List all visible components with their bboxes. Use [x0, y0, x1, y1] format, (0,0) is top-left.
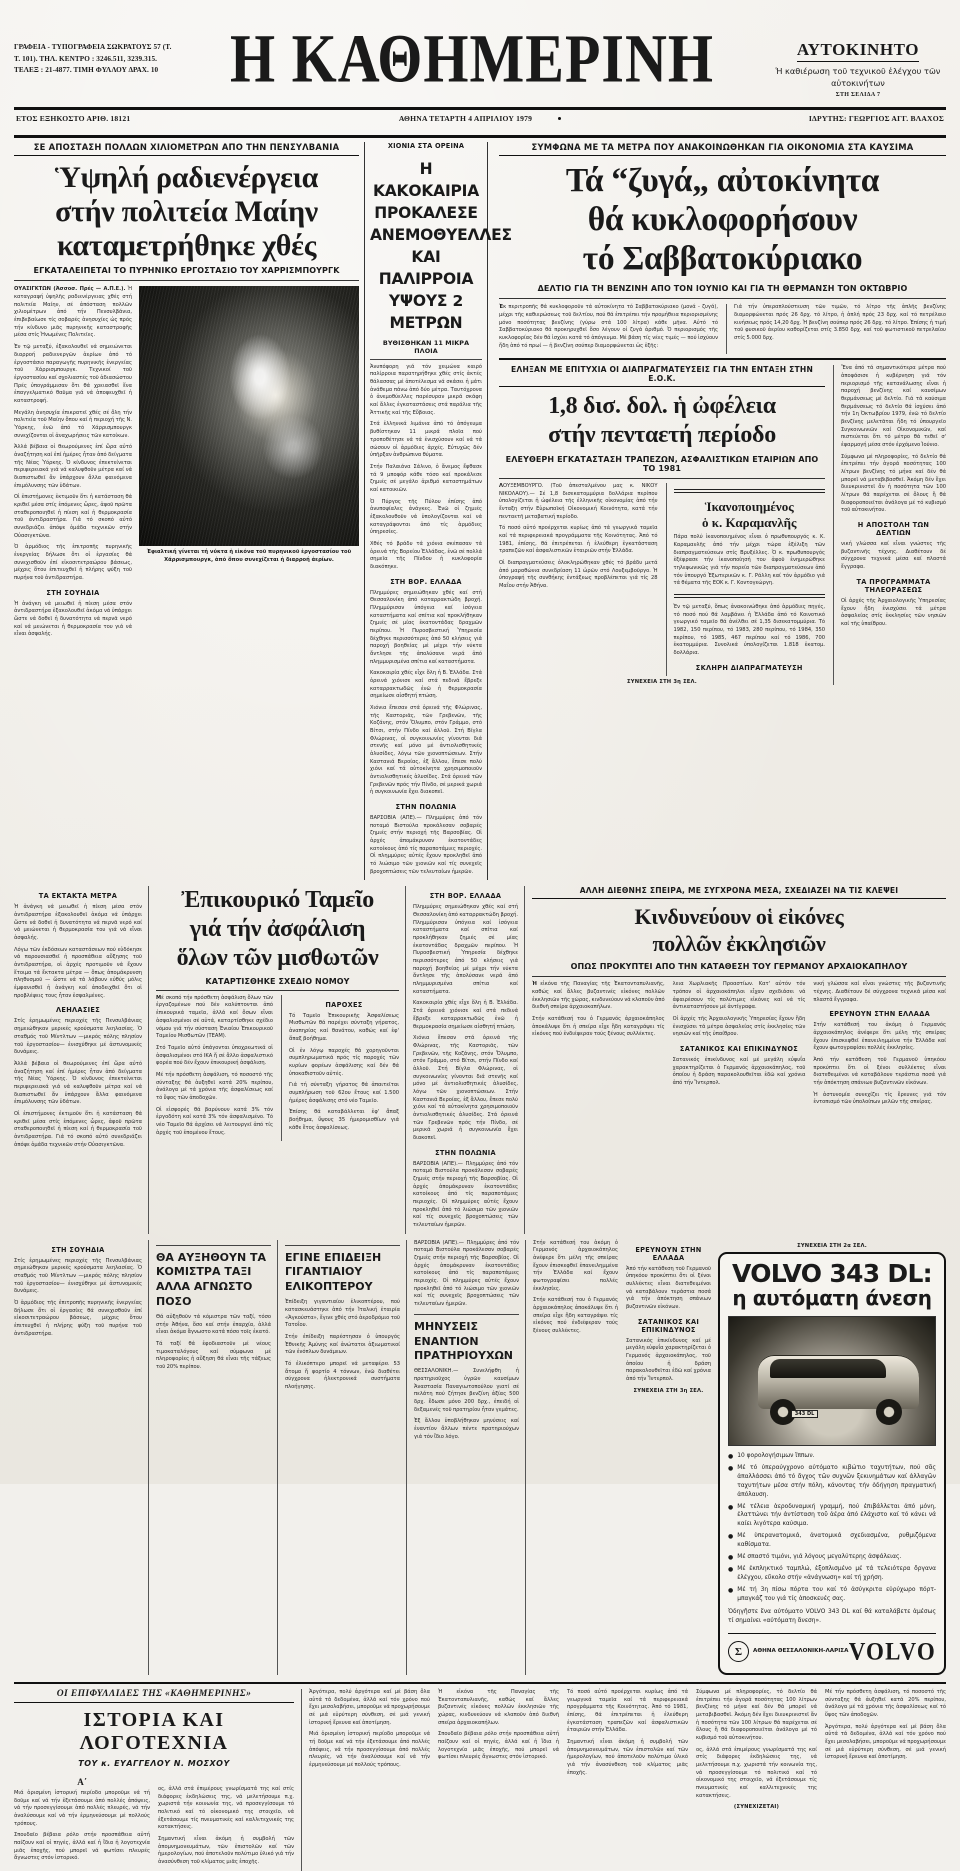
weather-continued	[405, 886, 518, 1233]
feuilleton-body-2: Ἀργότερα, πολύ ἀργότερα καί μέ βάση ὅλα αὐτά τά δεδομένα, ἀλλά καί τόν χρόνο πού ἔχει μεσολαβήσει, μποροῦμε νά προχωρήσουμε σέ μιά εὐρύτερη σύνθεση, σέ μιά γενική ἱστορική ἔρευνα καί ἀποτίμηση.	[309, 1688, 430, 1726]
fuel-extra-body-3: Οἱ ἀρχές τῆς Ἀρχαιολογικῆς Ὑπηρεσίας ἔχουν ἤδη ἐνισχύσει τά μέτρα ἀσφαλείας στίς ἐκκλησίες τῶν νησιῶν καί τῆς ὑπαίθρου.	[841, 597, 946, 627]
pension-sec0-2: Γιά τή σύνταξη γήρατος θά ἀπαιτεῖται συμπλήρωση τοῦ 62ου ἔτους καί 1.500 ἡμέρες ἀσφάλισης στό νέο Ταμεῖο.	[289, 1082, 399, 1104]
karamanlis-title-line2: ὁ κ. Καραμανλῆς	[702, 514, 797, 530]
icons-eyebrow: ΑΛΛΗ ΔΙΕΘΝΗΣ ΣΠΕΙΡΑ, ΜΕ ΣΥΓΧΡΟΝΑ ΜΕΣΑ, ΣΧΕΔΙΑΖΕΙ ΝΑ ΤΙΣ ΚΛΕΨΕΙ	[532, 886, 946, 899]
lawsuits-section	[406, 1240, 519, 1675]
fb-extra-6: ος, ἀλλά στά ἐπιμέρους γνωρίσματά της καί στίς διάφορες ἐκδηλώσεις της, νά μελετήσουμε π.χ. χωριστά τήν κοινωνία της, νά προσεγγίσουμε τό πολιτικό καί τό οἰκονομικό της στοιχεῖο, νά ἐξετάσουμε τίς πνευματικές καί καλλιτεχνικές της κατακτήσεις.	[696, 1746, 817, 1799]
fuel-col-2	[726, 304, 946, 354]
volvo-ad-footer: Ὁδηγῆστε ἕνα αὐτόματο VOLVO 343 DL καί θά καταλάβετε ἀμέσως τί σημαίνει «αὐτόματη ἄνεση».	[728, 1609, 936, 1625]
fb-extra-1: Ἡ εἰκόνα τῆς Παναγίας τῆς Ἐκατονταπυλιανῆς, καθώς καί ἄλλες βυζαντινές εἰκόνες πολλῶν ἐκκλησιῶν τῆς χώρας, κινδυνεύουν νά κλαποῦν ἀπό διεθνῆ σπείρα ἀρχαιοκαπήλων.	[438, 1688, 559, 1726]
volvo-brand-row	[728, 1633, 936, 1665]
divider	[532, 976, 946, 977]
eec-subhead: ΕΛΕΥΘΕΡΗ ΕΓΚΑΤΑΣΤΑΣΗ ΤΡΑΠΕΖΩΝ, ΑΣΦΑΛΙΣΤΙΚΩΝ ΕΤΑΙΡΙΩΝ ΑΠΟ ΤΟ 1981	[505, 454, 819, 473]
lawsuit-0: ΘΕΣΣΑΛΟΝΙΚΗ.— Συνελήφθη ἡ πρατηριοῦχος ὑγρῶν καυσίμων Ἀναστασία Παναγιωτοπούλου γιατί σέ πελάτη πού ζήτησε βενζίνη ἀξίας 500 δρχ. ἔδωσε μόνο 200 δρχ., ἐπειδή οἱ δεξαμενές τοῦ πρατηρίου ἦταν γεμάτες.	[414, 1368, 519, 1413]
weather-sec0-body-1: Κακοκαιρία χθές εἶχε ὅλη ἡ Β. Ἑλλάδα. Στά ὀρεινά χιόνισε καί στά πεδινά ἔβρεξε καταρρακτωδῶς ἐνῶ ἡ θερμοκρασία σημείωσε αἰσθητή πτώση.	[370, 670, 482, 700]
promo-box[interactable]	[770, 26, 946, 98]
icons-col-1	[532, 981, 665, 1111]
fb-extra-3: Τό ποσό αὐτό προέρχεται κυρίως ἀπό τά γεωργικά ταμεῖα καί τά περιφερειακά προγράμματα τῆς Κοινότητας. Ἀπό τό 1981, ἐπίσης, θά ἐπιτρέπεται ἡ ἐλεύθερη ἐγκατάσταση τραπεζῶν καί ἀσφαλιστικῶν ἑταιριῶν στήν Ἑλλάδα.	[567, 1688, 688, 1734]
nuclear-headline	[14, 161, 359, 263]
icons-sec-title-0: ΕΡΕΥΝΟΥΝ ΣΤΗΝ ΕΛΛΑΔΑ	[829, 1010, 931, 1019]
feuilleton-body-1: ος, ἀλλά στά ἐπιμέρους γνωρίσματά της καί στίς διάφορες ἐκδηλώσεις της, νά μελετήσουμε π.χ. χωριστά τήν κοινωνία της, νά προσεγγίσουμε τό πολιτικό καί τό οἰκονομικό της στοιχεῖο, νά ἐξετάσουμε τίς πνευματικές καί καλλιτεχνικές της κατακτήσεις.	[158, 1785, 294, 1831]
nuclear-headline-line2: στήν πολιτεία Μαίην	[55, 194, 318, 228]
nuclear-more-e: Οἱ ἐπιστήμονες ἐκτιμοῦν ὅτι ἡ κατάσταση θά κριθεῖ μέσα στίς ἑπόμενες ὧρες, ἀφοῦ πρῶτα σταθεροποιηθεῖ ἡ πίεση καί ἡ θερμοκρασία τοῦ ἀντιδραστήρα. Γιά τό σκοπό αὐτό συνεδριάζει ἀπόψε ὁμάδα τεχνικῶν στήν Οὐασιγκτῶνα.	[14, 1110, 142, 1148]
weather-eyebrow: ΧΙΟΝΙΑ ΣΤΑ ΟΡΕΙΝΑ	[387, 141, 465, 150]
nuclear-more-d: Ἀλλά βέβαια οἱ θεωρούμενες ἐπί ὥρα αὐτό ἀναζήτηση καί ἐπί ἡμέρες ἦταν ἀπό δείγματα τῆς Νέας Ὑόρκης. Ὁ κίνδυνος ἐπεκτείνεται περιφερειακά γιά νά καλυφθοῦν μέτρα καί νά διαπιστωθεῖ ἄν ὑπάρχουν ἄλλα φαινόμενα ἐπιμόλυνσης τῶν ὑδάτων.	[14, 1060, 142, 1106]
icons-body-2: νική γλώσσα καί εἶναι γνώστες τῆς βυζαντινῆς τέχνης. Διαθέτουν δέ σύγχρονα τεχνικά μέσα καί πλαστά ἔγγραφα.	[813, 981, 947, 1003]
date-line: ΑΘΗΝΑ ΤΕΤΑΡΤΗ 4 ΑΠΡΙΛΙΟΥ 1979	[276, 114, 684, 123]
box-rule-top	[674, 489, 826, 493]
pension-headline-line1: Ἐπικουρικό Ταμεῖο	[181, 887, 374, 914]
separator-dot	[558, 117, 561, 120]
feuilleton-body-0: Μιά ὁρισμένη ἱστορική περίοδο μποροῦμε νά τή δοῦμε καί νά τήν ἐξετάσουμε ἀπό πολλές ἀπόψεις, νά τήν προσεγγίσουμε ἀπό πολλές πλευρές, νά τήν ἀναλύσουμε καί νά τήν ἑρμηνεύσουμε μέ πολλούς τρόπους.	[14, 1789, 150, 1827]
icons-tail-title2: ΣΑΤΑΝΙΚΟΣ ΚΑΙ ΕΠΙΚΙΝΔΥΝΟΣ	[637, 1317, 700, 1334]
fuel-headline-line3: τό Σαββατοκύριακο	[582, 240, 863, 278]
nuclear-more-b: Λόγω τῶν ἐκδόσεων καταστάσεων πού εὐδόκησε νά παρουσιασθεῖ ἡ προσπάθεια αὔξησης τοῦ ἀντιδραστήρα, οἱ ἀρχές προτιμοῦν νά ἔχουν ἕτοιμα τά ἔκτακτα μέτρα — ὅπως ἀπομάκρυνση πληθυσμοῦ — ὥστε νά τά λάβουν εὐθύς μόλις ἐμφανισθεῖ ἡ ἀνάγκη καί ἀποδειχθεῖ ὅτι οἱ προβλέψεις τους ἦταν ἐσφαλμένες.	[14, 946, 142, 999]
fuel-headline	[499, 161, 946, 279]
weather-headline-line1: Η ΚΑΚΟΚΑΙΡΙΑ	[372, 159, 480, 200]
volvo-ad-title: VOLVO 343 DL:	[732, 1258, 932, 1288]
icons-body-3: Στήν κατάθεσή του ὁ Γερμανός ἀρχαιοκάπηλος ἀποκάλυψε ὅτι ἡ σπείρα εἶχε ἤδη καταγράψει τίς εἰκόνες πού ἐνδιέφεραν τούς ξένους συλλέκτες.	[532, 1015, 665, 1038]
icons-tail-title: ΕΡΕΥΝΟΥΝ ΣΤΗΝ ΕΛΛΑΔΑ	[635, 1245, 702, 1262]
icons-tail-0: Στήν κατάθεσή του ἀκόμη ὁ Γερμανός ἀρχαιοκάπηλος ἀνέφερε ὅτι μέλη τῆς σπείρας ἔχουν ἐπισκεφθεῖ ἐπανειλημμένα τήν Ἑλλάδα καί ἔχουν φωτογραφίσει πολλές ἐκκλησίες.	[533, 1239, 618, 1292]
feuilleton-continuation[interactable]: (ΣΥΝΕΧΙΖΕΤΑΙ)	[733, 1804, 780, 1811]
volvo-bullet: ● Μέ ὑπερανατομικά, ἀνατομικά σχεδιασμένα, ρυθμιζόμενα καθίσματα.	[728, 1533, 936, 1549]
nuclear-headline-line1: Ὑψηλή ραδιενέργεια	[54, 160, 319, 194]
issue-info-line	[14, 110, 946, 126]
nuclear-text-col-1	[14, 286, 132, 643]
icons-col-2	[673, 981, 806, 1111]
pension-col-2	[281, 995, 399, 1141]
nuclear-subhead: ΕΓΚΑΤΑΛΕΙΠΕΤΑΙ ΤΟ ΠΥΡΗΝΙΚΟ ΕΡΓΟΣΤΑΣΙΟ ΤΟΥ ΧΑΡΡΙΣΜΠΟΥΡΓΚ	[33, 266, 340, 276]
icons-sec1-1: Ἡ ἀστυνομία συνεχίζει τίς ἔρευνες γιά τόν ἐντοπισμό τῶν ὑπολοίπων μελῶν τῆς σπείρας.	[813, 1091, 947, 1106]
heli-body-2: Τό ἑλικόπτερο μπορεῖ νά μεταφέρει 53 ἄτομα ἤ φορτίο 4 τόννων, ἐνῶ διαθέτει σύγχρονα ἠλεκτρονικά συστήματα πλοήγησης.	[285, 1360, 400, 1390]
divider	[14, 1682, 946, 1684]
lawsuit-pre: ΒΑΡΣΟΒΙΑ (ΑΠΕ).— Πλημμύρες ἀπό τόν ποταμό Βιστούλα προκάλεσαν σοβαρές ζημιές στήν περιοχή τῆς Βαρσοβίας. Οἱ ἀρχές ἀπομάκρυναν ἑκατοντάδες κατοίκους ἀπό τίς παραποτάμιες περιοχές. Οἱ πλημμύρες αὐτές ἔχουν προκληθεῖ ἀπό τό λιώσιμο τῶν χιονιῶν καί τίς συνεχεῖς βροχοπτώσεις τῶν τελευταίων ἡμερῶν.	[414, 1239, 519, 1307]
nuclear-body-0: Ἡ καταγραφή ὑψηλῆς ραδιενέργειας χθές στή πολιτεία Μαίην, σέ ἀπόσταση πολλῶν χιλιομέτρων ἀπό τήν Πενσυλβάνια, ἐπιβεβαίωσε τίς σοβαρές ἀνησυχίες ὡς πρός τήν κίνδυνο μιᾶς πυρηνικῆς καταστροφῆς μέσα στίς Ἡνωμένες Πολιτεῖες.	[14, 286, 132, 339]
weather-headline-line2: ΠΡΟΚΑΛΕΣΕ	[374, 203, 478, 222]
pension-body-2: Μέ τήν πρόσθετη ἀσφάλιση, τό ποσοστό τῆς σύνταξης θά ἀυξηθεῖ κατά 20% περίπου, ἀνάλογα μέ τά χρόνια τῆς ἀσφαλίσεως καί τό ὕψος τῶν ἀποδοχῶν.	[156, 1071, 273, 1101]
eec-headline-line1: 1,8 δισ. δολ. ἡ ὠφέλεια	[548, 393, 776, 420]
weather-sec-title-0: ΣΤΗ ΒΟΡ. ΕΛΛΑΔΑ	[390, 577, 462, 586]
icons-tail-2: Ἀπό τήν κατάθεση τοῦ Γερμανοῦ ὑπηκόου προκύπτει ὅτι οἱ ξένοι συλλέκτες εἶναι διατεθειμένοι νά καταβάλουν τεράστια ποσά γιά τήν ἀπόκτηση σπάνιων βυζαντινῶν εἰκόνων.	[626, 1265, 711, 1310]
fb-extra-8: Ἀργότερα, πολύ ἀργότερα καί μέ βάση ὅλα αὐτά τά δεδομένα, ἀλλά καί τόν χρόνο πού ἔχει μεσολαβήσει, μποροῦμε νά προχωρήσουμε σέ μιά εὐρύτερη σύνθεση, σέ μιά γενική ἱστορική ἔρευνα καί ἀποτίμηση.	[825, 1723, 946, 1761]
taxi-body-0: Θά αὐξηθοῦν τά κόμιστρα τῶν ταξί, τόσο στήν Ἀθήνα, ὅσο καί στήν ἐπαρχία, ἀλλά εἶναι ἀκόμα ἄγνωστο κατά πόσο τοῖς ἑκατό.	[156, 1314, 271, 1336]
weather-body-0: Ἀνυπόφορη γιά τόν χειμώνα καιρό παλίρροια παρατηρήθηκε χθές στίς ἀκτές θάλασσας μέ ἀποτέλεσμα νά σκάσει ἡ μάτι ἀνάθεμα πάνω ἀπό δύο μέτρα. Ταυτόχρονα ὁ ἀνεμοθύελλες παρέσυραν μικρά σκάφη καί ἄλλες ἐγκαταστάσεις στά παράλια τῆς Ἀττικῆς καί τῆς Εὔβοιας.	[370, 363, 482, 416]
icons-headline	[532, 904, 946, 957]
eec-headline-line2: στήν πενταετή περίοδο	[548, 422, 776, 449]
weather-cont-title: ΣΤΗ ΒΟΡ. ΕΛΛΑΔΑ	[429, 892, 502, 901]
karamanlis-title-line1: Ἱκανοποιημένος	[704, 498, 794, 514]
weather-headline-line5: ΥΨΟΥΣ 2 ΜΕΤΡΩΝ	[388, 291, 464, 332]
nuclear-continued	[14, 886, 142, 1233]
weather-sec1-body-0: ΒΑΡΣΟΒΙΑ (ΑΠΕ).— Πλημμύρες ἀπό τόν ποταμό Βιστούλα προκάλεσαν σοβαρές ζημιές στήν περιοχή τῆς Βαρσοβίας. Οἱ ἀρχές ἀπομάκρυναν ἑκατοντάδες κατοίκους ἀπό τίς παραποτάμιες περιοχές. Οἱ πλημμύρες αὐτές ἔχουν προκληθεῖ ἀπό τό λιώσιμο τῶν χιονιῶν καί τίς συνεχεῖς βροχοπτώσεις τῶν τελευταίων ἡμερῶν.	[370, 815, 482, 875]
weather-headline-line3: ΑΝΕΜΟΘΥΕΛΛΕΣ	[370, 225, 512, 244]
nuclear-body-4: Οἱ ἐπιστήμονες ἐκτιμοῦν ὅτι ἡ κατάσταση θά κριθεῖ μέσα στίς ἑπόμενες ὧρες, ἀφοῦ πρῶτα σταθεροποιηθεῖ ἡ πίεση καί ἡ θερμοκρασία τοῦ ἀντιδραστήρα. Γιά τό σκοπό αὐτό συνεδριάζει ἀπόψε ὁμάδα τεχνικῶν στήν Οὐασιγκτῶνα.	[14, 494, 132, 539]
pension-sec0-1: Οἱ ἐν λόγῳ παροχές θά χορηγοῦνται συμπληρωματικά πρός τίς παροχές τῶν κυρίων φορέων ἀσφάλισης καί δέν θά ὑποκαθιστοῦν αὐτές.	[289, 1047, 399, 1077]
volvo-bullet: ● Μέ τή 3η πίσω πόρτα του καί τό ἀσύγκριτα εὐρύχωρο πόρτ-μπαγκάζ του γιά τίς ἀποσκευές σας.	[728, 1587, 936, 1603]
icons-tail-1: Στήν κατάθεσή του ὁ Γερμανός ἀρχαιοκάπηλος ἀποκάλυψε ὅτι ἡ σπείρα εἶχε ἤδη καταγράψει τίς εἰκόνες πού ἐνδιέφεραν τούς ξένους συλλέκτες.	[533, 1297, 618, 1335]
nuclear-tail-title: ΣΤΗ ΣΟΥΗΔΙΑ	[51, 1245, 105, 1254]
eec-col-1	[499, 483, 658, 676]
nuclear-tail-1: Ὁ ἁρμόδιος τῆς ἐπιτροπῆς πυρηνικῆς ἐνεργείας δήλωσε ὅτι οἱ ἐργασίες θά συνεχισθοῦν ἐπί εἰκοσιτετραώρου βάσεως, μέχρις ὅτου ἐπιτευχθεῖ ἡ πλήρης ψύξη τοῦ πυρήνα τοῦ ἀντιδραστήρα.	[14, 1299, 142, 1337]
fuel-body-2: Σύμφωνα μέ πληροφορίες, τό δελτίο θά ἐπιτρέπει τήν ἀγορά ποσότητας 100 λίτρων βενζίνης τό μήνα καί δέν θά μπορεῖ νά μεταβιβασθεῖ. Ἀκόμη δέν ἔχει διευκρινιστεῖ ἄν ἡ ποσότητα τῶν 100 λίτρων θά παρέχεται σέ ὅλους ἤ θά διαφοροποιεῖται ἀνάλογα μέ τό κυβισμό τοῦ αὐτοκινήτου.	[841, 453, 946, 514]
icons-tail-3: Σατανικός ἐπικίνδυνος καί μέ μεγάλη εὐφυΐα χαρακτηρίζεται ὁ Γερμανός ἀρχαιοκάπηλος, τοῦ ὁποίου ἡ δράση παρακολουθεῖται ἐδῶ καί χρόνια ἀπό τήν Ἴντερπολ.	[626, 1337, 711, 1383]
lower-band	[14, 1240, 946, 1675]
weather-headline	[370, 158, 512, 334]
fb-extra-7: Μέ τήν πρόσθετη ἀσφάλιση, τό ποσοστό τῆς σύνταξης θά ἀυξηθεῖ κατά 20% περίπου, ἀνάλογα μέ τά χρόνια τῆς ἀσφαλίσεως καί τό ὕψος τῶν ἀποδοχῶν.	[825, 1688, 946, 1718]
bullet-icon: ●	[728, 1452, 734, 1460]
nuclear-more-0: Ἡ ἀνάγκη νά μειωθεῖ ἡ πίεση μέσα στόν ἀντιδραστήρα ἐξακολουθεῖ ἀκόμα νά ὑπάρχει ὥστε νά δοθεῖ ἡ δυνατότητα νά περνᾶ νερό καί νά μειώνεται ἡ θερμοκρασία του γιά νά εἶναι ἀσφαλής.	[14, 600, 132, 638]
divider	[285, 1245, 400, 1246]
volvo-bullet: ● Μέ τό ὑπεραύγχρονο αὐτόματο κιβώτιο ταχυτήτων, πού σᾶς ἀπαλλάσσει ἀπό τό ἄγχος τῶν συχνῶν ξεκινημάτων καί ἀλλαγῶν ταχυτήτων μέσα στήν πόλη, κάνοντας τήν ὁδήγηση πραγματική ἀπόλαυση.	[728, 1464, 936, 1498]
pension-body-3: Οἱ εἰσφορές θά βαρύνουν κατά 3% τόν ἐργοδότη καί κατά 3% τόν ἀσφαλισμένο. Τό νέο Ταμεῖο θά ἀρχίσει νά λειτουργεῖ ἀπό τίς ἀρχές τοῦ ἑπομένου ἔτους.	[156, 1106, 273, 1136]
feuilleton-byline: ΤΟΥ κ. ΕΥΑΓΓΕΛΟΥ Ν. ΜΟΣΧΟΥ	[78, 1758, 230, 1768]
feuilleton-title: ΙΣΤΟΡΙΑ ΚΑΙ ΛΟΓΟΤΕΧΝΙΑ	[79, 1708, 229, 1754]
middle-band	[14, 886, 946, 1233]
fuel-subhead: ΔΕΛΤΙΟ ΓΙΑ ΤΗ ΒΕΝΖΙΝΗ ΑΠΟ ΤΟΝ ΙΟΥΝΙΟ ΚΑΙ ΓΙΑ ΤΗ ΘΕΡΜΑΝΣΗ ΤΟΝ ΟΚΤΩΒΡΙΟ	[537, 284, 908, 294]
nuclear-dateline: ΟΥΑΣΙΓΚΤΩΝ (Ἀσσοσ. Πρές — Α.Π.Ε.).	[14, 286, 126, 293]
bullet-icon: ●	[728, 1464, 734, 1472]
volvo-bullet: ● Μέ τέλεια ἀεροδυναμική γραμμή, πού ἐπιβάλλεται ἀπό μόνη, ἐλαττώνει τήν ἀντίσταση τοῦ ἀέρα ἀπό ἐλάχιστο καί τό κάνει νά καίει λιγότερα καύσιμα.	[728, 1503, 936, 1528]
volvo-ad-box[interactable]	[718, 1252, 946, 1675]
fuel-headline-line1: Τά “ζυγά„ αὐτοκίνητα	[565, 161, 880, 199]
icons-sec0-1: Ἀπό τήν κατάθεση τοῦ Γερμανοῦ ὑπηκόου προκύπτει ὅτι οἱ ξένοι συλλέκτες εἶναι διατεθειμένοι νά καταβάλουν τεράστια ποσά γιά τήν ἀπόκτηση σπάνιων βυζαντινῶν εἰκόνων.	[813, 1056, 947, 1086]
divider	[370, 359, 482, 360]
weather-body-4: Χθές τό βράδυ τά χιόνια σκέπασαν τά ὀρεινά τῆς Βορείου Ἑλλάδας, ἐνῶ σέ πολλά σημεῖα τῆς Πίνδου ἡ κυκλοφορία διακόπηκε.	[370, 540, 482, 570]
right-column-area	[493, 142, 946, 881]
volvo-ad-subtitle: η αυτόματη άνεση	[732, 1285, 932, 1310]
eec-eyebrow: ΕΛΗΞΑΝ ΜΕ ΕΠΙΤΥΧΙΑ ΟΙ ΔΙΑΠΡΑΓΜΑΤΕΥΣΕΙΣ ΓΙΑ ΤΗΝ ΕΝΤΑΞΗ ΣΤΗΝ Ε.Ο.Κ.	[499, 365, 825, 387]
feuilleton	[14, 1689, 294, 1871]
volvo-bullet: ● Μέ ἐκπληκτικό ταμπλώ, ἐξοπλισμένο μέ τά τελειότερα ὄργανα ἐλέγχου, εὔκολο στήν «ἀνάγνωση» καί τή χρήση.	[728, 1566, 936, 1582]
nuclear-tail-0: Στίς ἐρημωμένες περιοχές τῆς Πενσυλβάνιας σημειώθηκαν μερικές κρούσματα λεηλασίας. Ὁ σταθμός τοῦ Μίντλτων —μικρός πόλης πλησίον τοῦ ἐργοστασίου— ἐνισχύθηκε μέ ἀστυνομικές δυνάμεις.	[14, 1257, 142, 1295]
karamanlis-box-body: Πάρα πολύ ἱκανοποιημένος εἶναι ὁ πρωθυπουργός κ. Κ. Καραμανλῆς ἀπό τήν μέχρι τώρα ἐξέλιξη τῶν διαπραγματεύσεων στίς Βρυξέλλες. Ὁ κ. πρωθυπουργός ἐξέφρασε τήν ἱκανοποίησή του ἀφοῦ ἐνημερώθηκε τηλεφωνικῶς γιά τήν πορεία τῶν διαπραγματεύσεων ἀπό τόν ὑπουργό Ἐξωτερικῶν κ. Γ. Ράλλη καί τόν ἁρμόδιο γιά τά θέματα τῆς ΕΟΚ κ. Γ. Κοντογεώργη.	[673, 534, 825, 587]
nuclear-more-c: Στίς ἐρημωμένες περιοχές τῆς Πενσυλβάνιας σημειώθηκαν μερικές κρούσματα λεηλασίας. Ὁ σταθμός τοῦ Μίντλτων —μικρός πόλης πλησίον τοῦ ἐργοστασίου— ἐνισχύθηκε μέ ἀστυνομικές δυνάμεις.	[14, 1018, 142, 1056]
weather-body-1: Στά ἑλληνικά λιμάνια ἀπό τό ἀπόγευμα βυθίστηκαν 11 μικρά πλοῖα πού τροποθέτησε νά τά ἐνισχύσουν καί νά τά σώσουν οἱ ἁρμόδιες ἀρχές. Εὐτυχῶς δέν ὑπῆρξαν ἀνθρώπινα θύματα.	[370, 421, 482, 459]
divider	[414, 1314, 519, 1315]
divider	[156, 990, 399, 991]
bullet-icon: ●	[728, 1503, 734, 1511]
divider	[499, 478, 825, 479]
story-pension	[148, 886, 399, 1233]
bullet-icon: ●	[728, 1587, 734, 1595]
volvo-plate: 343 DL	[791, 1410, 819, 1418]
fb-extra-5: Σύμφωνα μέ πληροφορίες, τό δελτίο θά ἐπιτρέπει τήν ἀγορά ποσότητας 100 λίτρων βενζίνης τό μήνα καί δέν θά μπορεῖ νά μεταβιβασθεῖ. Ἀκόμη δέν ἔχει διευκρινιστεῖ ἄν ἡ ποσότητα τῶν 100 λίτρων θά παρέχεται σέ ὅλους ἤ θά διαφοροποιεῖται ἀνάλογα μέ τό κυβισμό τοῦ αὐτοκινήτου.	[696, 1688, 817, 1741]
heli-body-1: Στήν ἐπίδειξη παρέστησαν ὁ ὑπουργός Ἐθνικῆς Ἀμύνης καί ἀνώτατοι ἀξιωματικοί τῶν ἐνόπλων δυνάμεων.	[285, 1333, 400, 1356]
divider	[14, 280, 359, 281]
heli-body-0: Ἐπίδειξη γιγαντιαίου ἑλικοπτέρου, πού κατασκευάστηκε ἀπό τήν Ἰταλική ἑταιρία «Ἀγκούστα», ἔγινε χθές στό ἀεροδρόμιο τοῦ Τατοΐου.	[285, 1299, 400, 1329]
icons-headline-line1: Κινδυνεύουν οἱ εἰκόνες	[634, 904, 844, 930]
masthead-rule-bottom	[14, 135, 946, 138]
weather-body-2: Στήν Παλαιάνα Σάλινο, ὁ ἄνεμος ἔφθασε τά 9 μποφόρ κάθε τόσο καί προκάλεσε ζημιές σέ μεγάλο ἀριθμό καταστημάτων καί κατοικιῶν.	[370, 463, 482, 493]
weather-cont-1: Κακοκαιρία χθές εἶχε ὅλη ἡ Β. Ἑλλάδα. Στά ὀρεινά χιόνισε καί στά πεδινά ἔβρεξε καταρρακτωδῶς ἐνῶ ἡ θερμοκρασία σημείωσε αἰσθητή πτώση.	[413, 1000, 518, 1030]
lawsuit-1: Ἐξ ἄλλου ὑποβλήθηκαν μηνύσεις καί ἐναντίον ἄλλων πέντε πρατηριούχων γιά τόν ἴδιο λόγο.	[414, 1418, 519, 1440]
icons-sec0-0: Στήν κατάθεσή του ἀκόμη ὁ Γερμανός ἀρχαιοκάπηλος ἀνέφερε ὅτι μέλη τῆς σπείρας ἔχουν ἐπισκεφθεῖ ἐπανειλημμένα τήν Ἑλλάδα καί ἔχουν φωτογραφίσει πολλές ἐκκλησίες.	[813, 1022, 947, 1052]
icons-sec1-0: Σατανικός ἐπικίνδυνος καί μέ μεγάλη εὐφυΐα χαρακτηρίζεται ὁ Γερμανός ἀρχαιοκάπηλος, τοῦ ὁποίου ἡ δράση παρακολουθεῖται ἐδῶ καί χρόνια ἀπό τήν Ἴντερπολ.	[672, 1056, 806, 1086]
year-issue: ΕΤΟΣ ΕΞΗΚΟΣΤΟ ΑΡΙΘ. 18121	[16, 113, 131, 123]
divider	[499, 358, 946, 360]
icons-col-3	[813, 981, 946, 1111]
nuclear-photo-col	[139, 286, 359, 643]
icons-body-1: λεια Χωρλιακῆς Προαστίων. Κατ' αὐτόν τόν τρόπον οἱ ἀρχαιοκάπηλοι εἶχαν σχεδιάσει νά ἀφαιρέσουν τίς πολύτιμες εἰκόνες καί νά τίς ἀντικαταστήσουν μέ ἀντίγραφα.	[672, 981, 806, 1011]
story-weather	[364, 141, 512, 881]
icons-body-0: Ἡ εἰκόνα τῆς Παναγίας τῆς Ἐκατονταπυλιανῆς, καθώς καί ἄλλες βυζαντινές εἰκόνες πολλῶν ἐκκλησιῶν τῆς χώρας, κινδυνεύουν νά κλαποῦν ἀπό διεθνῆ σπείρα ἀρχαιοκαπήλων.	[532, 981, 665, 1011]
fb-extra-2: Σπουδαῖο βέβαια ρόλο στήν προσπάθεια αὐτή παίζουν καί οἱ πηγές, ἀλλά καί ἡ ἴδια ἡ λογοτεχνία μιᾶς ἐποχῆς, πού μπορεῖ νά φωτίσει πλευρές ἄγνωστες στόν ἱστορικό.	[438, 1731, 559, 1761]
feuilleton-cont	[301, 1689, 946, 1871]
nuclear-body-3: Ἀλλά βέβαια οἱ θεωρούμενες ἐπί ὥρα αὐτό ἀναζήτηση καί ἐπί ἡμέρες ἦταν ἀπό δείγματα τῆς Νέας Ὑόρκης. Ὁ κίνδυνος ἐπεκτείνεται περιφερειακά γιά νά καλυφθοῦν μέτρα καί νά διαπιστωθεῖ ἄν ὑπάρχουν ἄλλα φαινόμενα ἐπιμόλυνσης τῶν ὑδάτων.	[14, 444, 132, 489]
weather-headline-line4: ΚΑΙ ΠΑΛΙΡΡΟΙΑ	[378, 247, 474, 288]
weather-sec0-body-2: Χιόνια ἔπεσαν στά ὀρεινά τῆς Φλώρινας, τῆς Καστοριᾶς, τῶν Γρεβενῶν, τῆς Κοζάνης, στόν Ὄλυμπο, στόν Γράμμο, στό Βίτσι, στήν Πίνδο καί ἀλλοῦ. Στή Βίγλα Φλώρινας, οἱ συγκοινωνίες γίνονται διά στενῆς καί μόνο μέ ἀντιολισθητικές ἁλυσίδες, λόγω τῶν χιονοπτώσεων. Στήν Καστανιά Βεροίας, ἐξ ἄλλου, ἔπεσε πολύ χιόνι καί τά αὐτοκίνητα χρησιμοποιοῦν ἀντιολισθητικές ἁλυσίδες. Στά ὀρεινά τῶν Γρεβενῶν πρός τήν Πίνδο, σέ μερικά χωριά ἡ συγκοινωνία ἔχει διακοπεῖ.	[370, 704, 482, 796]
bullet-icon: ●	[728, 1554, 734, 1562]
nuclear-more-a: Ἡ ἀνάγκη νά μειωθεῖ ἡ πίεση μέσα στόν ἀντιδραστήρα ἐξακολουθεῖ ἀκόμα νά ὑπάρχει ὥστε νά δοθεῖ ἡ δυνατότητα νά περνᾶ νερό καί νά μειώνεται ἡ θερμοκρασία του γιά νά εἶναι ἀσφαλής.	[14, 904, 142, 942]
fb-extra-4: Σημαντική εἶναι ἀκόμη ἡ συμβολή τῶν ἀπομνημονευμάτων, τῶν ἐπιστολῶν καί τῶν ἡμερολογίων, πού ἀποτελοῦν πολύτιμο ὑλικό γιά τήν ἀνασύνθεση τοῦ κλίματος μιᾶς ἐποχῆς.	[567, 1738, 688, 1776]
pension-body-0: Μέ σκοπό τήν πρόσθετη ἀσφάλιση ὅλων τῶν ἐργαζομένων πού δέν καλύπτονται ἀπό ἐπικουρικά ταμεῖα, ἀλλά καί ὅσων εἶναι ἀσφαλισμένοι σέ αὐτά, καταρτίσθηκε σχέδιο νόμου γιά τήν σύσταση Ἐνιαίου Ἐπικουρικοῦ Ταμείου Μισθωτῶν (ΤΕΑΜ).	[156, 994, 273, 1040]
feuilleton-body-5: Μιά ὁρισμένη ἱστορική περίοδο μποροῦμε νά τή δοῦμε καί νά τήν ἐξετάσουμε ἀπό πολλές ἀπόψεις, νά τήν προσεγγίσουμε ἀπό πολλές πλευρές, νά τήν ἀναλύσουμε καί νά τήν ἑρμηνεύσουμε μέ πολλούς τρόπους.	[309, 1731, 430, 1768]
story-nuclear	[14, 142, 359, 881]
pension-sec-title-0: ΠΑΡΟΧΕΣ	[325, 1000, 363, 1009]
newspaper-title-block	[174, 20, 770, 97]
helicopter-headline: ΕΓΙΝΕ ΕΠΙΔΕΙΞΗ ΓΙΓΑΝΤΙΑΙΟΥ ΕΛΙΚΟΠΤΕΡΟΥ	[285, 1250, 382, 1294]
icons-headline-line2: πολλῶν ἐκκλησιῶν	[652, 930, 826, 956]
nuclear-sec-measures: ΤΑ ΕΚΤΑΚΤΑ ΜΕΤΡΑ	[38, 892, 118, 901]
eec-body-3: Ἐν τῷ μεταξύ, ὅπως ἀνακοινώθηκε ἀπό ἁρμόδιες πηγές, τό ποσό πού θά λαμβάνει ἡ Ἑλλάδα ἀπό τό Κοινοτικό γεωργικό ταμεῖο θά ἀνέλθει σέ 1,35 δισεκατομμύρια. Τό 1982, 150 περίπου, τό 1983, 280 περίπου, τό 1984, 350 περίπου, τό 1985, 467 περίπου καί τό 1986, 700 ἑκατομμύρια. Συνολικά ὑπολογίζεται 1.818 ἑκατομ. δολλάρια.	[673, 603, 825, 656]
volvo-ad[interactable]	[718, 1240, 946, 1675]
nuclear-photo	[139, 286, 359, 546]
fuel-extra-body-2: νική γλώσσα καί εἶναι γνώστες τῆς βυζαντινῆς τέχνης. Διαθέτουν δέ σύγχρονα τεχνικά μέσα καί πλαστά ἔγγραφα.	[841, 541, 946, 571]
story-icons	[524, 886, 946, 1233]
eec-body-0: ΛΟΥΞΕΜΒΟΥΡΓΟ. (Τοῦ ἀπεσταλμένου μας κ. ΝΙΚΟΥ ΝΙΚΟΛΑΟΥ).— Σέ 1,8 δισεκατομμύρια δολλάρια περίπου ὑπολογίζεται ἡ ὠφέλεια τῆς ἑλληνικῆς οἰκονομίας ἀπό τήν ἔνταξη στήν Εὐρωπαϊκή Οἰκονομική Κοινότητα, κατά τήν πενταετῆ μεταβατική περίοδο.	[499, 482, 658, 520]
masthead	[14, 0, 946, 98]
eec-continuation[interactable]: ΣΥΝΕΧΕΙΑ ΣΤΗ 3η ΣΕΛ.	[627, 678, 697, 685]
weather-cont-2: Χιόνια ἔπεσαν στά ὀρεινά τῆς Φλώρινας, τῆς Καστοριᾶς, τῶν Γρεβενῶν, τῆς Κοζάνης, στόν Ὄλυμπο, στόν Γράμμο, στό Βίτσι, στήν Πίνδο καί ἀλλοῦ. Στή Βίγλα Φλώρινας, οἱ συγκοινωνίες γίνονται διά στενῆς καί μόνο μέ ἀντιολισθητικές ἁλυσίδες, λόγω τῶν χιονοπτώσεων. Στήν Καστανιά Βεροίας, ἐξ ἄλλου, ἔπεσε πολύ χιόνι καί τά αὐτοκίνητα χρησιμοποιοῦν ἀντιολισθητικές ἁλυσίδες. Στά ὀρεινά τῶν Γρεβενῶν πρός τήν Πίνδο, σέ μερικά χωριά ἡ συγκοινωνία ἔχει διακοπεῖ.	[413, 1035, 518, 1141]
story-eec	[499, 365, 825, 684]
taxi-body-1: Τά ταξί θά ἐφοδιαστοῦν μέ νέους τιμοκαταλόγους καί σύμφωνα μέ πληροφορίες ἡ αὔξηση θά εἶναι τῆς τάξεως τοῦ 20% περίπου.	[156, 1341, 271, 1371]
icons-subhead: ΟΠΩΣ ΠΡΟΚΥΠΤΕΙ ΑΠΟ ΤΗΝ ΚΑΤΑΘΕΣΗ ΤΟΥ ΓΕΡΜΑΝΟΥ ΑΡΧΑΙΟΚΑΠΗΛΟΥ	[570, 962, 908, 972]
story-fuel	[499, 142, 946, 355]
top-news-area	[14, 142, 946, 881]
feuilleton-body-4: Σημαντική εἶναι ἀκόμη ἡ συμβολή τῶν ἀπομνημονευμάτων, τῶν ἐπιστολῶν καί τῶν ἡμερολογίων, πού ἀποτελοῦν πολύτιμο ὑλικό γιά τήν ἀνασύνθεση τοῦ κλίματος μιᾶς ἐποχῆς.	[158, 1835, 294, 1865]
pension-subhead: ΚΑΤΑΡΤΙΣΘΗΚΕ ΣΧΕΔΙΟ ΝΟΜΟΥ	[205, 976, 350, 986]
fuel-body-1: Ἕνα ἀπό τά σημαντικότερα μέτρα πού ἀποφάσισε ἡ κυβέρνηση γιά τόν περιορισμό τῆς κατανάλωσης εἶναι ἡ παροχή βενζίνης καί καυσίμων θερμάνσεως μέ δελτίο. Γιά τά καύσιμα θερμάνσεως τό δελτίο θά ἰσχύσει ἀπό τήν 1η Ὀκτωβρίου 1979, ἐνῶ τό δελτίο βενζίνης μελετᾶται ἤδη τό ὑπουργεῖο Συγκοινωνιῶν καί Οἰκονομικῶν, καί πιστεύεται ὅτι τό μέτρο θά τεθεῖ σ' ἐφαρμογή μέσα στόν ἐρχόμενο Ἰούνιο.	[841, 365, 946, 449]
weather-cont-0: Πλημμύρες σημειώθηκαν χθές καί στή Θεσσαλονίκη ἀπό καταρρακτώδη βροχή. Πλημμύρισαν ὑπόγεια καί ἰσόγεια καταστήματα καί σπίτια καί προκλήθηκαν ζημιές σέ μίας ἐκατοντάδας δραχμῶν περίπου. Ἡ Πυροσβεστική Ὑπηρεσία δέχθηκε περισσότερες ἀπό 50 κλήσεις γιά παροχή βοηθείας μέ μέχρι τήν νύκτα ἄντλησε τῆς ἀπολύσανε νερά ἀπό πλημμυρισμένα σπίτια καί καταστήματα.	[413, 904, 518, 995]
icons-tail	[525, 1240, 711, 1675]
weather-cont-title-2: ΣΤΗΝ ΠΟΛΩΝΙΑ	[435, 1148, 496, 1157]
pension-headline-line2: γιά τήν ἀσφάλιση	[189, 916, 366, 943]
pension-headline-line3: ὅλων τῶν μισθωτῶν	[176, 945, 379, 972]
volvo-bullet: ● Μέ σπαστό τιμόνι, γιά λόγους μεγαλύτερης ἀσφάλειας.	[728, 1554, 902, 1562]
volvo-car-photo	[728, 1316, 936, 1446]
nuclear-headline-line3: καταμετρήθηκε χθές	[56, 228, 317, 262]
lawsuits-headline: ΜΗΝΥΣΕΙΣ ΕΝΑΝΤΙΟΝ ΠΡΑΤΗΡΙΟΥΧΩΝ	[414, 1319, 513, 1363]
icons-continuation[interactable]: ΣΥΝΕΧΕΙΑ ΣΤΗ 3η ΣΕΛ.	[633, 1387, 704, 1394]
bullet-icon: ●	[728, 1566, 734, 1574]
eec-col-2	[666, 483, 826, 676]
nuclear-body-1: Ἐν τῷ μεταξύ, ἐξακολουθεῖ νά σημειώνεται διαρροή ραδιενεργῶν ἀερίων ἀπό τό ἐργοστάσιο παραγωγῆς πυρηνικῆς ἐνεργείας τοῦ Χάρρισμπουργκ. Τεχνικοί τοῦ ἐργοστασίου καί σχολιαστές τοῦ ἀδιασώστου Πρές ὑπογράμμισαν ὅτι θά χρειασθεῖ ἕνα ἐπαγγελματικό θαῦμα γιά νά ἀποφευχθεῖ ἡ καταστροφή.	[14, 344, 132, 404]
helicopter-section	[277, 1240, 400, 1675]
weather-sec-title-1: ΣΤΗΝ ΠΟΛΩΝΙΑ	[395, 803, 457, 812]
icons-body-4: Οἱ ἀρχές τῆς Ἀρχαιολογικῆς Ὑπηρεσίας ἔχουν ἤδη ἐνισχύσει τά μέτρα ἀσφαλείας στίς ἐκκλησίες τῶν νησιῶν καί τῆς ὑπαίθρου.	[672, 1015, 806, 1038]
pension-sec0-3: Ἐπίσης θά καταβάλλεται ἐφ' ἅπαξ βοήθημα, ὕψους 35 ἡμερομισθίων γιά κάθε ἔτος ἀσφαλίσεως.	[289, 1109, 399, 1131]
divider	[156, 1245, 271, 1246]
dealer-seal-icon: Σ	[728, 1641, 749, 1662]
pension-body-1: Στό Ταμεῖο αὐτό ὑπάγονται ὑποχρεωτικά οἱ ἀσφαλισμένοι στό ΙΚΑ ἤ σέ ἄλλο ἀσφαλιστικό φορέα πού δέν ἔχουν ἐπικουρική ἀσφάλιση.	[156, 1044, 273, 1067]
feuilleton-band	[14, 1689, 946, 1871]
feuilleton-section: Α΄	[77, 1776, 87, 1787]
eec-headline	[499, 392, 825, 450]
fuel-headline-line2: θά κυκλοφορήσουν	[587, 200, 858, 238]
karamanlis-box-title	[674, 499, 826, 530]
nuclear-body-2: Μεγάλη ἀνησυχία ἐπικρατεῖ χθές σέ ὅλη τήν πολιτεία τοῦ Μαίην ὅπου καί ἡ περιοχή τῆς Ν. Ὑόρκης, ἐνῶ ἀπό τό Χάρρισμπουργκ συνεχίζονται οἱ ἀναχωρήσεις τῶν κατοίκων.	[14, 409, 132, 439]
divider	[499, 298, 946, 299]
bullet-icon: ●	[728, 1533, 734, 1541]
nuclear-tail	[14, 1240, 142, 1675]
fuel-section-heading: Η ΑΠΟΣΤΟΛΗ ΤΩΝ ΔΕΛΤΙΩΝ	[857, 521, 930, 538]
volvo-bullet: ● 10 φορολογήσιμων ἵππων.	[728, 1452, 815, 1460]
weather-cont-3: ΒΑΡΣΟΒΙΑ (ΑΠΕ).— Πλημμύρες ἀπό τόν ποταμό Βιστούλα προκάλεσαν σοβαρές ζημιές στήν περιοχή τῆς Βαρσοβίας. Οἱ ἀρχές ἀπομάκρυναν ἑκατοντάδες κατοίκους ἀπό τίς παραποτάμιες περιοχές. Οἱ πλημμύρες αὐτές ἔχουν προκληθεῖ ἀπό τό λιώσιμο τῶν χιονιῶν καί τίς συνεχεῖς βροχοπτώσεις τῶν τελευταίων ἡμερῶν.	[413, 1160, 518, 1228]
promo-subtitle: Ἡ καθιέρωση τοῦ τεχνικοῦ ἐλέγχου τῶν αὐτοκινήτων	[775, 66, 941, 88]
fuel-prices: Γιά τήν ὑπεραπλούστευση τῶν τιμῶν, τό λίτρο τῆς ἁπλῆς βενζίνης διαμορφώνεται πρός 26 δρχ. τό λίτρο, ἡ ἁπλή πρός 23 δρχ. καί τό πετρέλαιο κινήσεως πρός 14,20 δρχ. Ἡ βενζίνη σούπερ πρός 26 δρχ. τό λίτρο. Ἐπίσης ἡ τιμή τοῦ φυσικοῦ ἀερίου καθορίζεται στίς 3.850 δρχ. καί τοῦ φωτιστικοῦ πετρελαίου στίς 5.000 δρχ.	[734, 304, 946, 342]
fuel-sidecol	[833, 365, 946, 684]
founder-line: ΙΔΡΥΤΗΣ: ΓΕΩΡΓΙΟΣ ΑΓΓ. ΒΛΑΧΟΣ	[808, 113, 944, 123]
box-rule-bottom	[674, 594, 826, 598]
volvo-cities: ΑΘΗΝΑ ΘΕΣΣΑΛΟΝΙΚΗ-ΛΑΡΙΣΑ	[753, 1648, 849, 1655]
fuel-col-1	[499, 304, 718, 354]
fuel-body-0: Ἐκ περιτροπῆς θά κυκλοφοροῦν τά αὐτοκίνητα τό Σαββατοκύριακο (μονά - ζυγά), μέχρι τῆς καθιερώσεως τοῦ δελτίου, πού θά ἐπιτρέπει τήν προμήθεια περιορισμένης μόνο ποσότητας βενζίνης (γύρω στά 100 λίτρα) κάθε μῆνα. Αὐτό τό Σαββατοκύριακο θά προκηρυχθεῖ ὅσο λέγουν οἱ ζυγά ἀριθμό. Ὁ περιορισμός τῆς κυκλοφορίας δέν θά ἰσχύει κατά τό ἀπόγευμα. Μέ βάση τίς νέες τιμές — πού ἰσχύουν ἤδη ἀπό τό πρωί — ἡ βενζίνη σούπερ διαμορφώνεται ὡς ἑξῆς:	[499, 304, 718, 349]
nuclear-sec-looting: ΛΕΗΛΑΣΙΕΣ	[56, 1006, 100, 1015]
eec-body-1: Τό ποσό αὐτό προέρχεται κυρίως ἀπό τά γεωργικά ταμεῖα καί τά περιφερειακά προγράμματα τῆς Κοινότητας. Ἀπό τό 1981, ἐπίσης, θά ἐπιτρέπεται ἡ ἐλεύθερη ἐγκατάσταση τραπεζῶν καί ἀσφαλιστικῶν ἑταιριῶν στήν Ἑλλάδα.	[499, 525, 658, 555]
page-title: Η ΚΑΘΗΜΕΡΙΝΗ	[230, 20, 714, 97]
weather-subhead: ΒΥΘΙΣΘΗΚΑΝ 11 ΜΙΚΡΑ ΠΛΟΙΑ	[382, 338, 470, 355]
promo-page-ref: ΣΤΗ ΣΕΛΙΔΑ 7	[835, 91, 881, 98]
eec-row	[499, 365, 946, 684]
weather-body-3: Ὁ Πύργος τῆς Πύλου ἐπίσης ἀπό ἀνυποψίαλες ἀνάγκες. Ἐνῶ οἱ ζημιές ἐξακολουθοῦν νά ὑπολογίζονται καί νά καταγράφονται ἀπό τίς ἁρμόδιες ὑπηρεσίες.	[370, 498, 482, 536]
pension-headline	[156, 886, 399, 972]
fuel-continuation[interactable]: ΣΥΝΕΧΕΙΑ ΣΤΗ 2α ΣΕΛ.	[797, 1242, 867, 1249]
nuclear-eyebrow: ΣΕ ΑΠΟΣΤΑΣΗ ΠΟΛΛΩΝ ΧΙΛΙΟΜΕΤΡΩΝ ΑΠΟ ΤΗΝ ΠΕΝΣΥΛΒΑΝΙΑ	[14, 142, 359, 156]
eec-inset-heading: ΣΚΛΗΡΗ ΔΙΑΠΡΑΓΜΑΤΕΥΣΗ	[695, 663, 803, 672]
office-info: ΓΡΑΦΕΙΑ - ΤΥΠΟΓΡΑΦΕΙΑ ΣΩΚΡΑΤΟΥΣ 57 (Τ. Τ. 101). ΤΗΛ. ΚΕΝΤΡΟ : 3246.511, 3239.315. ΤΕΛΕΞ : 21-4877. ΤΙΜΗ ΦΥΛΛΟΥ ΔΡΑΧ. 10	[14, 43, 172, 75]
nuclear-sec-sweden: ΣΤΗ ΣΟΥΗΔΙΑ	[46, 588, 100, 597]
feuilleton-header: ΟΙ ΕΠΙΦΥΛΛΙΔΕΣ ΤΗΣ «ΚΑΘΗΜΕΡΙΝΗΣ»	[14, 1689, 294, 1703]
volvo-logo: VOLVO	[848, 1637, 936, 1666]
feuilleton-body-3: Σπουδαῖο βέβαια ρόλο στήν προσπάθεια αὐτή παίζουν καί οἱ πηγές, ἀλλά καί ἡ ἴδια ἡ λογοτεχνία μιᾶς ἐποχῆς, πού μπορεῖ νά φωτίσει πλευρές ἄγνωστες στόν ἱστορικό.	[14, 1832, 150, 1862]
promo-kicker: ΑΥΤΟΚΙΝΗΤΟ	[797, 40, 919, 62]
nuclear-photo-caption: Ἐφιαλτική γίνεται τή νύκτα ἡ εἰκόνα τοῦ πυρηνικοῦ ἐργοστασίου τοῦ Χάρρισμπουργκ, ἀπό ὅπου συνεχίζεται ἡ διαρροή ἀερίων.	[146, 549, 352, 563]
fuel-tv-heading: ΤΑ ΠΡΟΓΡΑΜΜΑΤΑ ΤΗΛΕΟΡΑΣΕΩΣ	[856, 577, 931, 594]
eec-body-2: Οἱ διαπραγματεύσεις ὁλοκληρώθηκαν χθές τό βράδυ μετά ἀπό μαραθώνια συνεδρίαση 11 ὡρῶν στό Λουξεμβοῦργο. Ἡ ὑπογραφή τῆς συνθήκης ἐντάξεως προβλέπεται γιά τίς 28 Μαΐου στήν Ἀθήνα.	[499, 560, 658, 590]
weather-sec0-body-0: Πλημμύρες σημειώθηκαν χθές καί στή Θεσσαλονίκη ἀπό καταρρακτώδη βροχή. Πλημμύρισαν ὑπόγεια καί ἰσόγεια καταστήματα καί σπίτια καί προκλήθηκαν ζημιές σέ μίας ἐκατοντάδας δραχμῶν περίπου. Ἡ Πυροσβεστική Ὑπηρεσία δέχθηκε περισσότερες ἀπό 50 κλήσεις γιά παροχή βοηθείας μέ μέχρι τήν νύκτα ἄντλησε τῆς ἀπολύσανε νερά ἀπό πλημμυρισμένα σπίτια καί καταστήματα.	[370, 589, 482, 665]
pension-sec0-0: Τό Ταμεῖο Ἐπικουρικῆς Ἀσφαλίσεως Μισθωτῶν θά παρέχει σύνταξη γήρατος, ἀναπηρίας καί θανάτου, καθώς καί ἐφ' ἅπαξ βοήθημα.	[289, 1012, 399, 1042]
nuclear-body-5: Ὁ ἁρμόδιος τῆς ἐπιτροπῆς πυρηνικῆς ἐνεργείας δήλωσε ὅτι οἱ ἐργασίες θά συνεχισθοῦν ἐπί εἰκοσιτετραώρου βάσεως, μέχρις ὅτου ἐπιτευχθεῖ ἡ πλήρης ψύξη τοῦ πυρήνα τοῦ ἀντιδραστήρα.	[14, 544, 132, 581]
icons-sec-title-1: ΣΑΤΑΝΙΚΟΣ ΚΑΙ ΕΠΙΚΙΝΔΥΝΟΣ	[679, 1044, 799, 1053]
taxi-headline: ΘΑ ΑΥΞΗΘΟΥΝ ΤΑ ΚΟΜΙΣΤΡΑ ΤΑΞΙ ΑΛΛΑ ΑΓΝΩΣΤΟ ΠΟΣΟ	[156, 1250, 267, 1309]
fuel-eyebrow: ΣΥΜΦΩΝΑ ΜΕ ΤΑ ΜΕΤΡΑ ΠΟΥ ΑΝΑΚΟΙΝΩΘΗΚΑΝ ΓΙΑ ΟΙΚΟΝΟΜΙΑ ΣΤΑ ΚΑΥΣΙΜΑ	[499, 142, 946, 156]
taxi-section	[148, 1240, 271, 1675]
pension-col-1	[156, 995, 273, 1141]
